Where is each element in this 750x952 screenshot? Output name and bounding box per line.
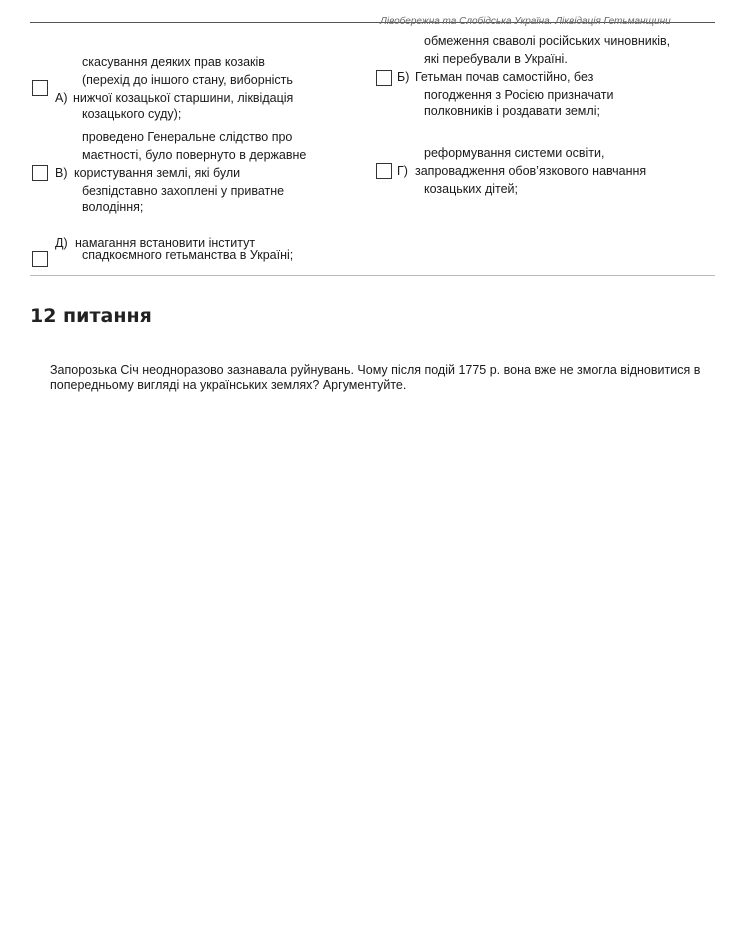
option-b-line-1: обмеження сваволі російських чиновників,	[424, 34, 671, 48]
option-a-line-1: скасування деяких прав козаків	[82, 55, 265, 69]
option-c-line-1: проведено Генеральне слідство про	[82, 130, 293, 144]
checkbox-option-a[interactable]	[32, 80, 48, 96]
option-d-line-3: козацьких дітей;	[424, 182, 519, 196]
option-d-line-1: реформування системи освіти,	[424, 146, 605, 160]
checkbox-option-e[interactable]	[32, 251, 48, 267]
checkbox-option-b[interactable]	[376, 70, 392, 86]
option-a-line-4: козацького суду);	[82, 107, 182, 121]
option-c-line-4: безпідставно захоплені у приватне	[82, 184, 285, 198]
option-d-line-2: запровадження обов’язкового навчання	[415, 164, 647, 178]
option-c-letter: В)	[55, 166, 68, 180]
option-e-letter: Д)	[55, 236, 68, 250]
option-b-line-4: погодження з Росією призначати	[424, 88, 614, 102]
option-a-line-3: нижчої козацької старшини, ліквідація	[73, 91, 294, 105]
question-text: Запорозька Січ неодноразово зазнавала руйнувань. Чому після подій 1775 р. вона вже не змогла відновитися в попередньому вигляді на українських землях? Аргументуйте.	[50, 363, 701, 392]
section-divider	[30, 275, 715, 276]
option-c-line-3: користування землі, які були	[74, 166, 241, 180]
option-a-line-2: (перехід до іншого стану, виборність	[82, 73, 293, 87]
option-e-line-1: намагання встановити інститут	[75, 236, 256, 250]
question-title: 12 питання	[30, 305, 152, 327]
option-a-letter: А)	[55, 91, 68, 105]
option-c-line-5: володіння;	[82, 200, 144, 214]
option-d-letter: Г)	[397, 164, 408, 178]
checkbox-option-d[interactable]	[376, 163, 392, 179]
option-e-line-2: спадкоємного гетьманства в Україні;	[82, 248, 294, 262]
option-c-line-2: маєтності, було повернуто в державне	[82, 148, 307, 162]
option-b-line-2: які перебували в Україні.	[424, 52, 568, 66]
checkbox-option-c[interactable]	[32, 165, 48, 181]
option-b-line-5: полковників і роздавати землі;	[424, 104, 600, 118]
option-b-line-3: Гетьман почав самостійно, без	[415, 70, 594, 84]
running-header: Лівобережна та Слобідська Україна. Ліквідація Гетьманщини	[380, 16, 671, 27]
option-b-letter: Б)	[397, 70, 410, 84]
